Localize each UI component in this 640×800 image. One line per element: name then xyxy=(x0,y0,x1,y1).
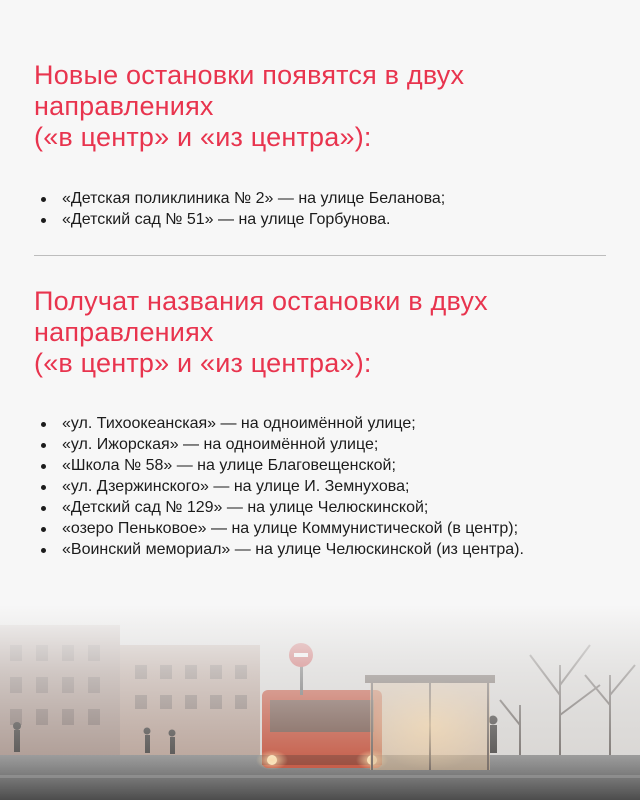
list-item: «Детская поликлиника № 2» — на улице Беланова; xyxy=(34,188,614,209)
section2-heading-line: Получат названия остановки в двух xyxy=(34,286,488,316)
list-item: «озеро Пеньковое» — на улице Коммунистической (в центр); xyxy=(34,518,614,539)
street-bus-photo xyxy=(0,605,640,800)
list-item: «ул. Тихоокеанская» — на одноимённой улице; xyxy=(34,413,614,434)
section1-heading-line: Новые остановки появятся в двух xyxy=(34,60,465,90)
section1-heading-line: направлениях xyxy=(34,91,214,121)
section2-list xyxy=(34,413,614,560)
section2-heading-line: направлениях xyxy=(34,317,214,347)
section1-heading xyxy=(34,60,614,153)
section2-heading xyxy=(34,286,614,379)
list-item: «Детский сад № 129» — на улице Челюскинской; xyxy=(34,497,614,518)
list-item: «ул. Ижорская» — на одноимённой улице; xyxy=(34,434,614,455)
section2-heading-line: («в центр» и «из центра»): xyxy=(34,348,372,378)
list-item: «Детский сад № 51» — на улице Горбунова. xyxy=(34,209,614,230)
list-item: «Воинский мемориал» — на улице Челюскинской (из центра). xyxy=(34,539,614,560)
list-item: «Школа № 58» — на улице Благовещенской; xyxy=(34,455,614,476)
section1-list xyxy=(34,188,614,230)
section1-heading-line: («в центр» и «из центра»): xyxy=(34,122,372,152)
list-item: «ул. Дзержинского» — на улице И. Земнухова; xyxy=(34,476,614,497)
section-divider xyxy=(34,255,606,256)
